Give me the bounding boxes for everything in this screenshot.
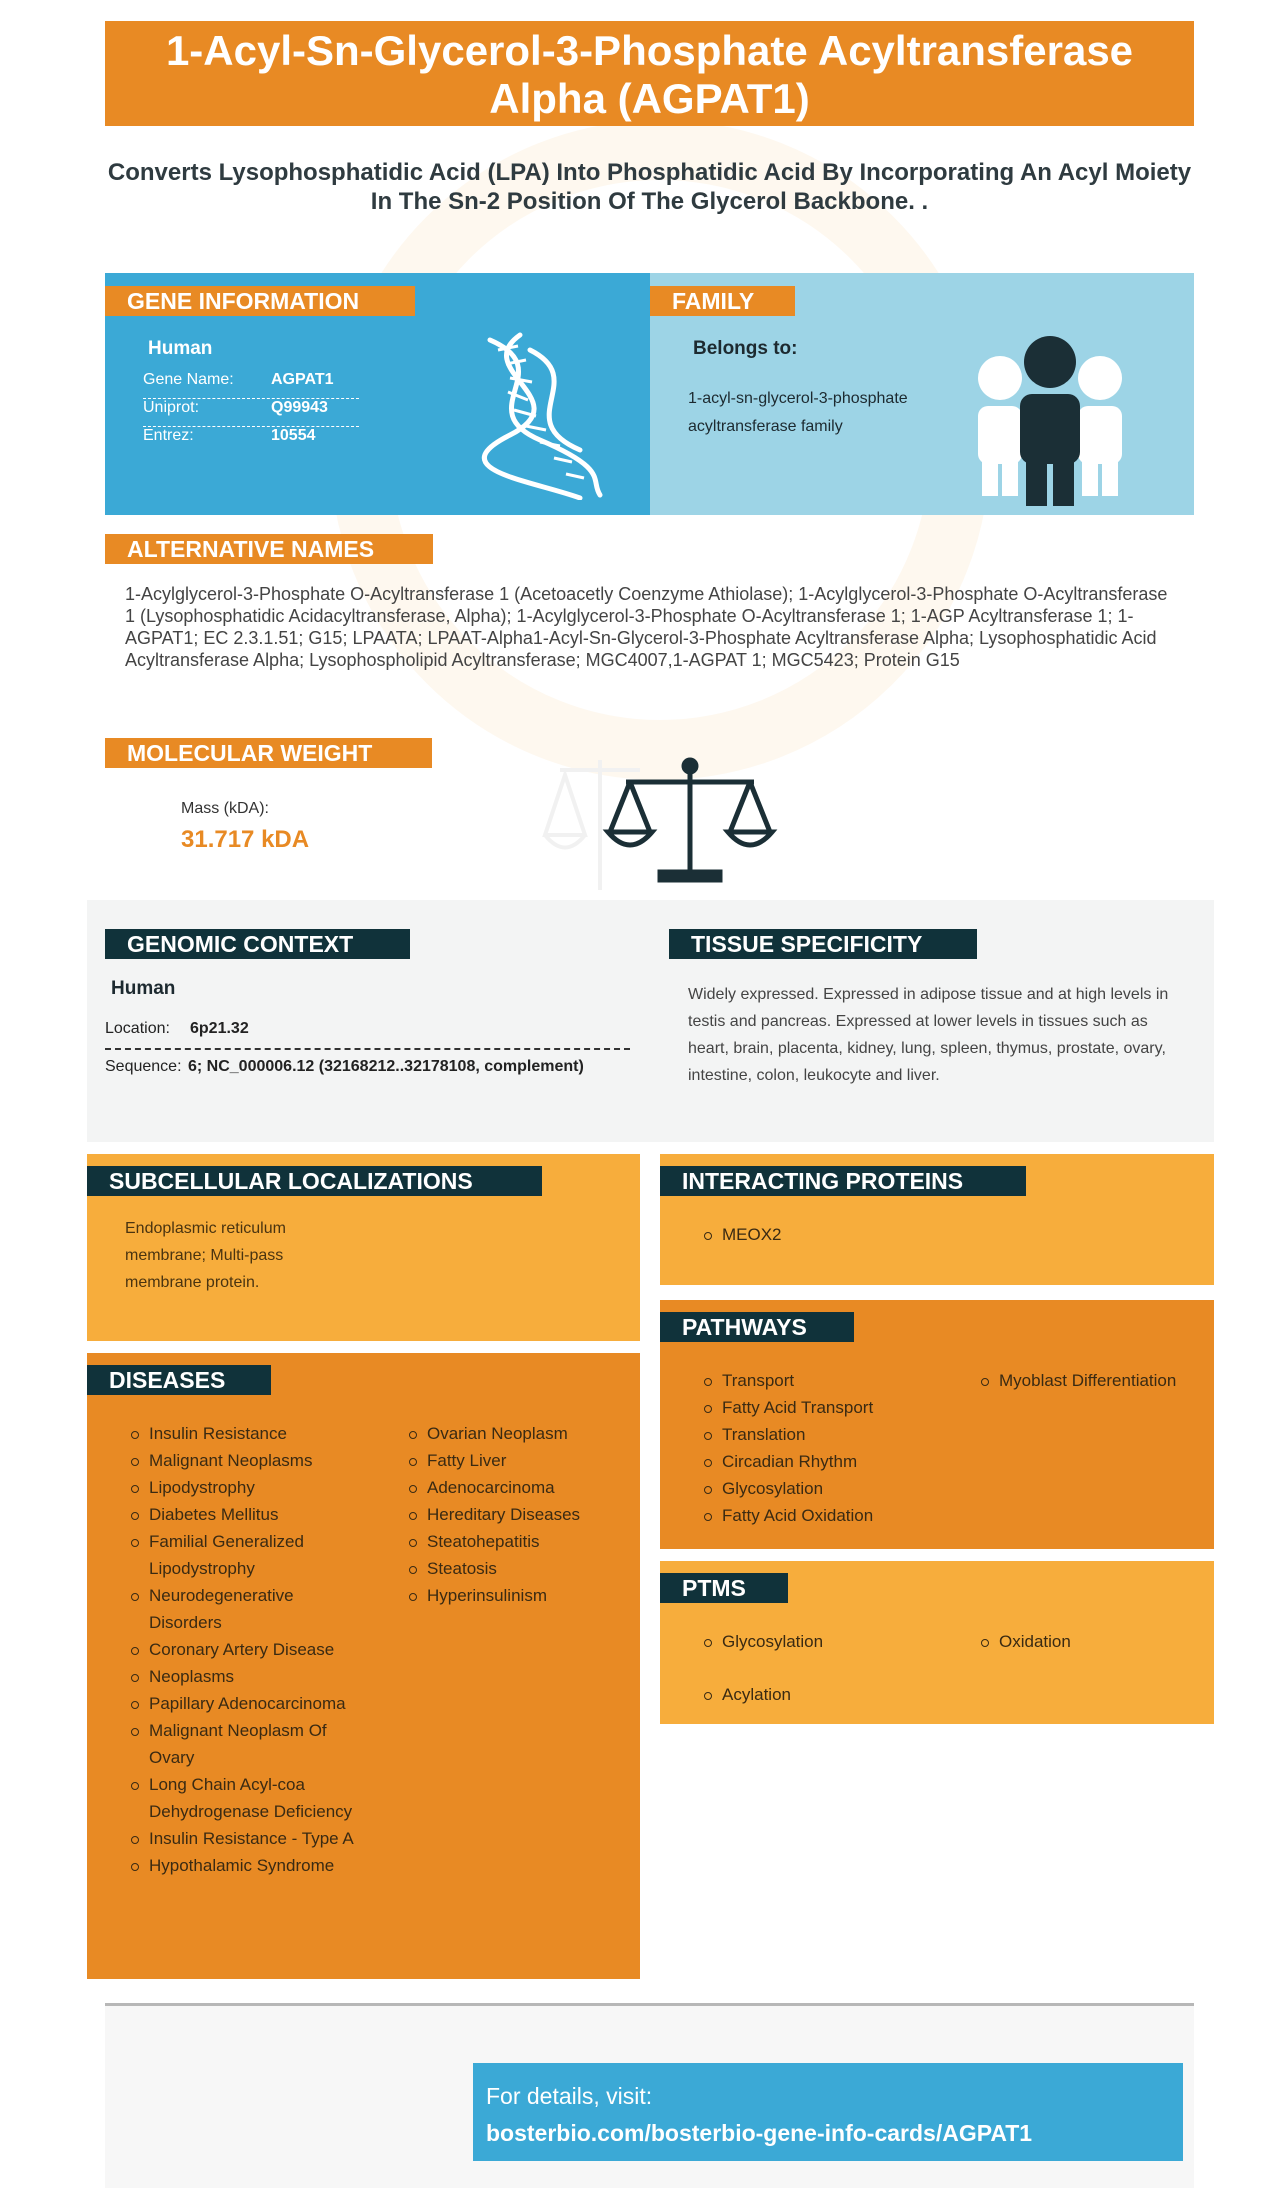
diseases-heading: DISEASES (87, 1365, 271, 1395)
diseases-list-col1 (127, 1420, 367, 1879)
balance-scale-icon (540, 740, 800, 900)
list-item: Oxidation (977, 1628, 1177, 1655)
list-item: Neurodegenerative Disorders (127, 1582, 367, 1636)
list-item: Acylation (700, 1681, 950, 1708)
list-item: Steatosis (405, 1555, 635, 1582)
sequence-row (105, 1058, 645, 1076)
location-label: Location: (105, 1020, 170, 1037)
uniprot-value: Q99943 (271, 399, 328, 416)
list-item: Insulin Resistance (127, 1420, 367, 1447)
interacting-proteins-list (700, 1221, 1000, 1248)
uniprot-label: Uniprot: (143, 399, 200, 416)
list-item: Coronary Artery Disease (127, 1636, 367, 1663)
dna-helix-icon (470, 330, 620, 500)
tissue-specificity-heading: TISSUE SPECIFICITY (669, 929, 977, 959)
tissue-specificity-text: Widely expressed. Expressed in adipose tissue and at high levels in testis and pancreas. Expressed at lower levels in tissues such as heart, brain, placenta, kidney, lung, spleen, thymus, prostate, ovary, intestine, colon, leukocyte and liver. (688, 986, 1169, 1084)
molecular-weight-heading: MOLECULAR WEIGHT (105, 738, 432, 768)
list-item: Lipodystrophy (127, 1474, 367, 1501)
entrez-label: Entrez: (143, 427, 194, 444)
page-subtitle: Converts Lysophosphatidic Acid (LPA) Into Phosphatidic Acid By Incorporating An Acyl Moiety In The Sn-2 Position Of The Glycerol Backbone. . (107, 159, 1192, 215)
list-item: Glycosylation (700, 1628, 950, 1655)
location-row (105, 1020, 630, 1050)
details-link-box[interactable] (473, 2063, 1183, 2161)
list-item: Neoplasms (127, 1663, 367, 1690)
ptms-list-col1 (700, 1628, 950, 1708)
people-group-icon (970, 330, 1130, 510)
list-item: Circadian Rhythm (700, 1448, 950, 1475)
pathways-heading: PATHWAYS (660, 1312, 854, 1342)
sequence-label: Sequence: (105, 1058, 182, 1075)
details-prompt: For details, visit: (486, 2083, 653, 2109)
interacting-proteins-heading: INTERACTING PROTEINS (660, 1166, 1026, 1196)
family-name: 1-acyl-sn-glycerol-3-phosphate acyltransferase family (688, 390, 908, 435)
gene-name-row (143, 371, 359, 399)
list-item: Glycosylation (700, 1475, 950, 1502)
family-heading: FAMILY (650, 286, 795, 316)
alternative-names-text: 1-Acylglycerol-3-Phosphate O-Acyltransferase 1 (Acetoacetly Coenzyme Athiolase); 1-Acylglycerol-3-Phosphate O-Acyltransferase 1 (Lysophosphatidic Acidacyltransferase, Alpha); 1-Acylglycerol-3-Phosphate O-Acyltransferase 1; 1-AGP Acyltransferase 1; 1-AGPAT1; EC 2.3.1.51; G15; LPAATA; LPAAT-Alpha1-Acyl-Sn-Glycerol-3-Phosphate Acyltransferase Alpha; Lysophosphatidic Acid Acyltransferase Alpha; Lysophospholipid Acyltransferase; MGC4007,1-AGPAT 1; MGC5423; Protein G15 (125, 584, 1168, 670)
list-item: Translation (700, 1421, 950, 1448)
family-belongs-label: Belongs to: (693, 338, 798, 359)
list-item: Myoblast Differentiation (977, 1367, 1207, 1394)
ptms-heading: PTMS (660, 1573, 788, 1603)
list-item: Steatohepatitis (405, 1528, 635, 1555)
location-value: 6p21.32 (190, 1020, 249, 1037)
genomic-context-heading: GENOMIC CONTEXT (105, 929, 410, 959)
gene-name-label: Gene Name: (143, 371, 234, 388)
list-item: Malignant Neoplasm Of Ovary (127, 1717, 367, 1771)
list-item: Diabetes Mellitus (127, 1501, 367, 1528)
subcellular-text: Endoplasmic reticulum membrane; Multi-pass membrane protein. (125, 1220, 286, 1291)
list-item: Adenocarcinoma (405, 1474, 635, 1501)
gene-name-value: AGPAT1 (271, 371, 334, 388)
entrez-value: 10554 (271, 427, 316, 444)
list-item: Fatty Acid Oxidation (700, 1502, 950, 1529)
list-item: Malignant Neoplasms (127, 1447, 367, 1474)
sequence-value: 6; NC_000006.12 (32168212..32178108, complement) (188, 1058, 584, 1075)
gene-information-heading: GENE INFORMATION (105, 286, 415, 316)
list-item: Ovarian Neoplasm (405, 1420, 635, 1447)
genomic-organism: Human (111, 978, 176, 999)
entrez-row (143, 427, 359, 455)
list-item: MEOX2 (700, 1221, 1000, 1248)
mass-label: Mass (kDA): (181, 800, 269, 817)
list-item: Hereditary Diseases (405, 1501, 635, 1528)
diseases-list-col2 (405, 1420, 635, 1609)
uniprot-row (143, 399, 359, 427)
list-item: Familial Generalized Lipodystrophy (127, 1528, 367, 1582)
list-item: Fatty Acid Transport (700, 1394, 950, 1421)
subcellular-heading: SUBCELLULAR LOCALIZATIONS (87, 1166, 542, 1196)
pathways-list-col2 (977, 1367, 1207, 1394)
gene-organism: Human (148, 338, 213, 359)
list-item: Papillary Adenocarcinoma (127, 1690, 367, 1717)
ptms-list-col2 (977, 1628, 1177, 1655)
page-title: 1-Acyl-Sn-Glycerol-3-Phosphate Acyltransferase Alpha (AGPAT1) (105, 21, 1194, 126)
list-item: Transport (700, 1367, 950, 1394)
list-item: Long Chain Acyl-coa Dehydrogenase Deficiency (127, 1771, 367, 1825)
list-item: Fatty Liver (405, 1447, 635, 1474)
details-url[interactable]: bosterbio.com/bosterbio-gene-info-cards/AGPAT1 (486, 2120, 1033, 2146)
list-item: Hypothalamic Syndrome (127, 1852, 367, 1879)
mass-value: 31.717 kDA (181, 826, 310, 853)
pathways-list-col1 (700, 1367, 950, 1529)
list-item: Insulin Resistance - Type A (127, 1825, 367, 1852)
list-item: Hyperinsulinism (405, 1582, 635, 1609)
alternative-names-heading: ALTERNATIVE NAMES (105, 534, 433, 564)
